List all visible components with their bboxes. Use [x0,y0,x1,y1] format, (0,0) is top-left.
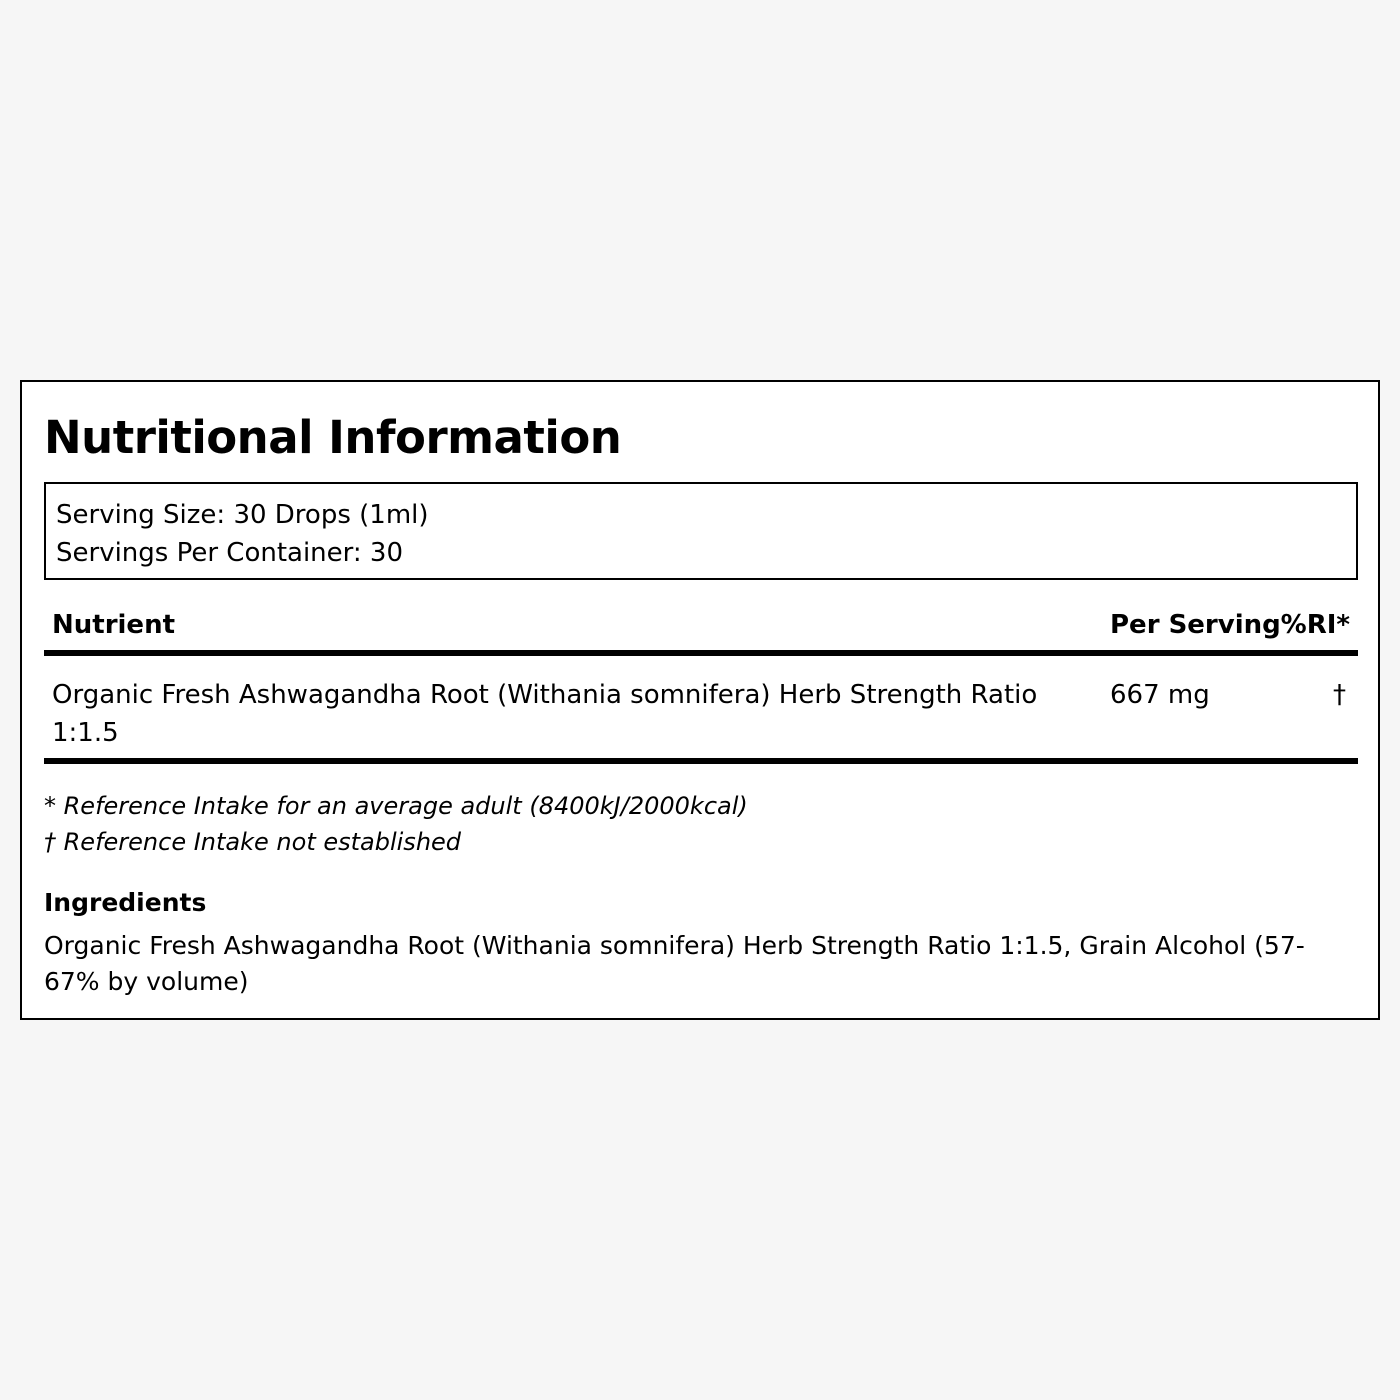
servings-per-container: Servings Per Container: 30 [56,538,404,568]
label-title: Nutritional Information [44,411,622,464]
serving-info-box [44,482,1358,580]
column-header-nutrient: Nutrient [52,610,176,640]
table-row-per-serving: 667 mg [1110,680,1210,710]
footnote-not-established: † Reference Intake not established [44,828,462,856]
column-header-ri: %RI* [1280,610,1350,640]
header-divider [44,650,1358,656]
table-bottom-divider [44,758,1358,764]
nutrition-label-panel [20,380,1380,1020]
column-header-per-serving: Per Serving [1110,610,1281,640]
table-row-ri: † [1333,680,1346,710]
table-row-nutrient-name: Organic Fresh Ashwagandha Root (Withania somnifera) Herb Strength Ratio 1:1.5 [52,680,1038,748]
footnote-reference-intake: * Reference Intake for an average adult (8400kJ/2000kcal) [44,792,748,820]
ingredients-heading: Ingredients [44,888,207,917]
serving-size: Serving Size: 30 Drops (1ml) [56,500,429,530]
ingredients-text: Organic Fresh Ashwagandha Root (Withania somnifera) Herb Strength Ratio 1:1.5, Grain Alcohol (57-67% by volume) [44,931,1305,996]
